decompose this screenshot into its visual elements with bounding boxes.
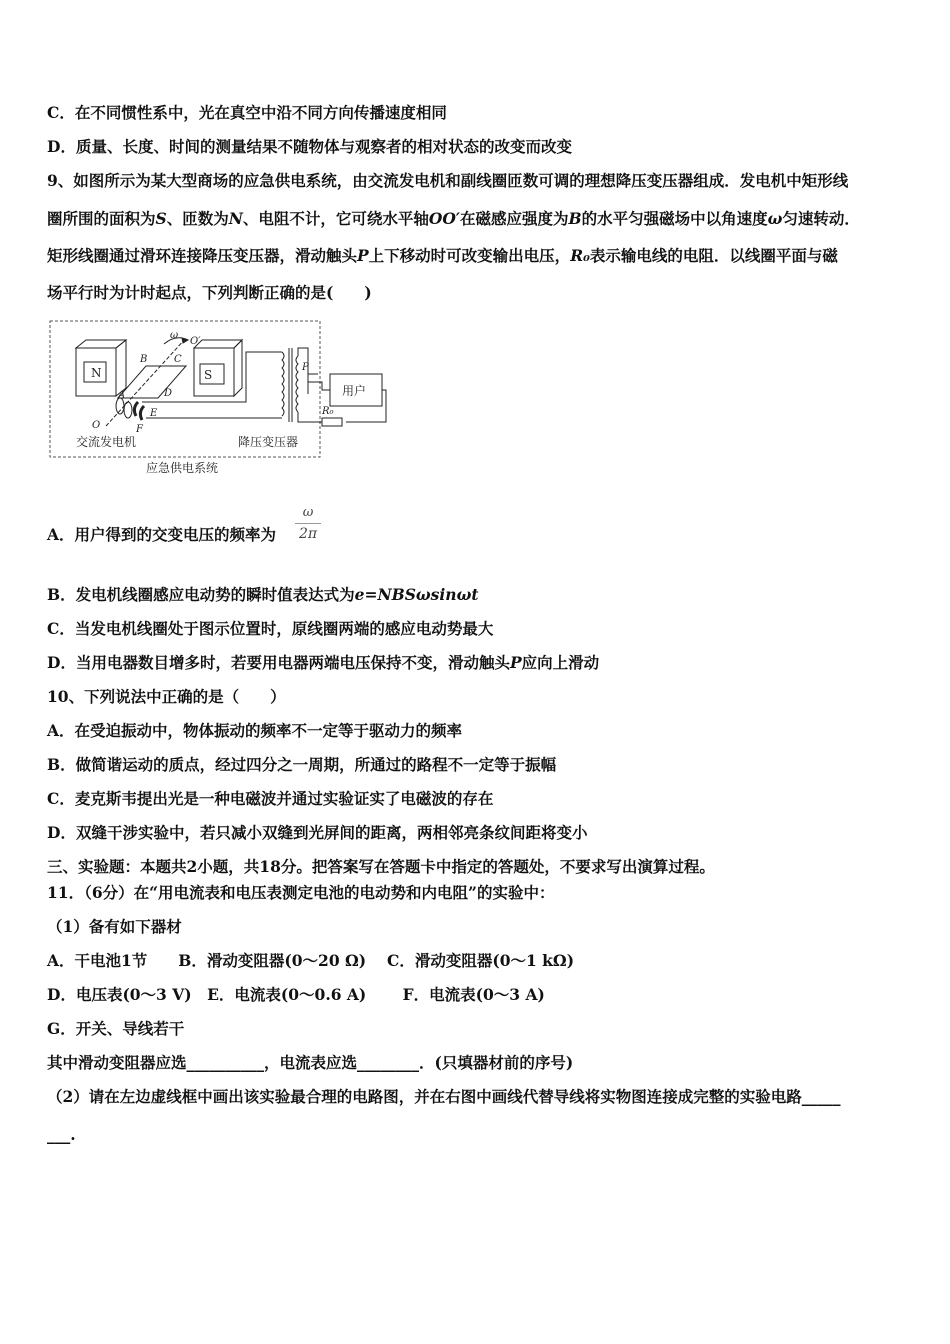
wire-to-user — [308, 382, 330, 390]
q9-option-c: C．当发电机线圈处于图示位置时，原线圈两端的感应电动势最大 — [47, 619, 494, 638]
svg-text:B: B — [140, 354, 148, 365]
output-wire-b — [298, 412, 322, 422]
q11-equipment-row1: A．干电池1节 B．滑动变阻器(0～20 Ω) C．滑动变阻器(0～1 kΩ) — [47, 951, 575, 970]
magnet-s — [194, 340, 242, 396]
svg-text:O′: O′ — [190, 336, 201, 347]
q8-option-c: C．在不同惯性系中，光在真空中沿不同方向传播速度相同 — [47, 103, 447, 122]
svg-text:ω: ω — [170, 330, 179, 341]
q9-option-d: D．当用电器数目增多时，若要用电器两端电压保持不变，滑动触头P应向上滑动 — [47, 653, 600, 672]
q11-part2: （2）请在左边虚线框中画出该实验最合理的电路图，并在右图中画线代替导线将实物图连接成完整的实验电路_____ — [47, 1087, 841, 1106]
secondary-coil — [296, 356, 298, 412]
q9-stem-line3: 矩形线圈通过滑环连接降压变压器，滑动触头P上下移动时可改变输出电压，R₀表示输电线的电阻．以线圈平面与磁 — [47, 246, 838, 265]
figure-caption: 应急供电系统 — [146, 461, 219, 475]
q9-option-a: A．用户得到的交变电压的频率为 — [47, 525, 277, 544]
label-transformer: 降压变压器 — [238, 435, 299, 449]
q11-equipment-row3: G．开关、导线若干 — [47, 1019, 185, 1038]
svg-text:C: C — [174, 354, 182, 365]
q10-option-a: A．在受迫振动中，物体振动的频率不一定等于驱动力的频率 — [47, 721, 463, 740]
q8-option-d: D．质量、长度、时间的测量结果不随物体与观察者的相对状态的改变而改变 — [47, 137, 572, 156]
label-s: S — [204, 368, 213, 382]
q10-stem: 10、下列说法中正确的是（ ） — [47, 687, 286, 706]
q11-part1: （1）备有如下器材 — [47, 917, 182, 936]
label-n: N — [91, 366, 102, 380]
section-3-heading: 三、实验题：本题共2小题，共18分。把答案写在答题卡中指定的答题处，不要求写出演算过程。 — [47, 857, 715, 876]
svg-text:F: F — [136, 424, 143, 435]
svg-text:P: P — [302, 362, 309, 373]
coil — [118, 366, 186, 398]
q10-option-b: B．做简谐运动的质点，经过四分之一周期，所通过的路程不一定等于振幅 — [47, 755, 557, 774]
svg-text:D: D — [164, 388, 173, 399]
q11-stem: 11．（6分）在“用电流表和电压表测定电池的电动势和内电阻”的实验中： — [47, 883, 555, 902]
slip-ring-2 — [124, 402, 132, 418]
primary-coil — [282, 352, 284, 416]
resistor-r0 — [322, 418, 342, 426]
q9-option-b: B．发电机线圈感应电动势的瞬时值表达式为e=NBSωsinωt — [47, 585, 479, 604]
svg-text:O: O — [92, 420, 101, 431]
slider-p — [308, 368, 318, 374]
svg-text:A: A — [118, 390, 126, 401]
svg-text:E: E — [150, 408, 158, 419]
q10-option-d: D．双缝干涉实验中，若只减小双缝到光屏间的距离，两相邻亮条纹间距将变小 — [47, 823, 588, 842]
q9-stem-line4: 场平行时为计时起点，下列判断正确的是( ) — [47, 283, 372, 302]
q9-stem-line1: 9、如图所示为某大型商场的应急供电系统，由交流发电机和副线圈匝数可调的理想降压变压器组成．发电机中矩形线 — [47, 171, 849, 190]
fraction-omega-over-2pi: ω 2π — [295, 505, 321, 542]
svg-text:R₀: R₀ — [322, 406, 334, 417]
q11-equipment-row2: D．电压表(0～3 V) E．电流表(0～0.6 A) F．电流表(0～3 A) — [47, 985, 545, 1004]
q11-part2-cont: ___. — [47, 1125, 76, 1144]
q10-option-c: C．麦克斯韦提出光是一种电磁波并通过实验证实了电磁波的存在 — [47, 789, 494, 808]
label-generator: 交流发电机 — [76, 435, 137, 449]
q11-fill-blank: 其中滑动变阻器应选__________，电流表应选________．(只填器材前的序号) — [47, 1053, 574, 1072]
q9-stem-line2: 圈所围的面积为S、匝数为N、电阻不计，它可绕水平轴OO′在磁感应强度为B的水平匀强磁场中以角速度ω匀速转动． — [47, 209, 860, 228]
emergency-power-system-figure — [46, 318, 367, 478]
brushes — [134, 402, 144, 420]
label-user: 用户 — [342, 384, 367, 398]
